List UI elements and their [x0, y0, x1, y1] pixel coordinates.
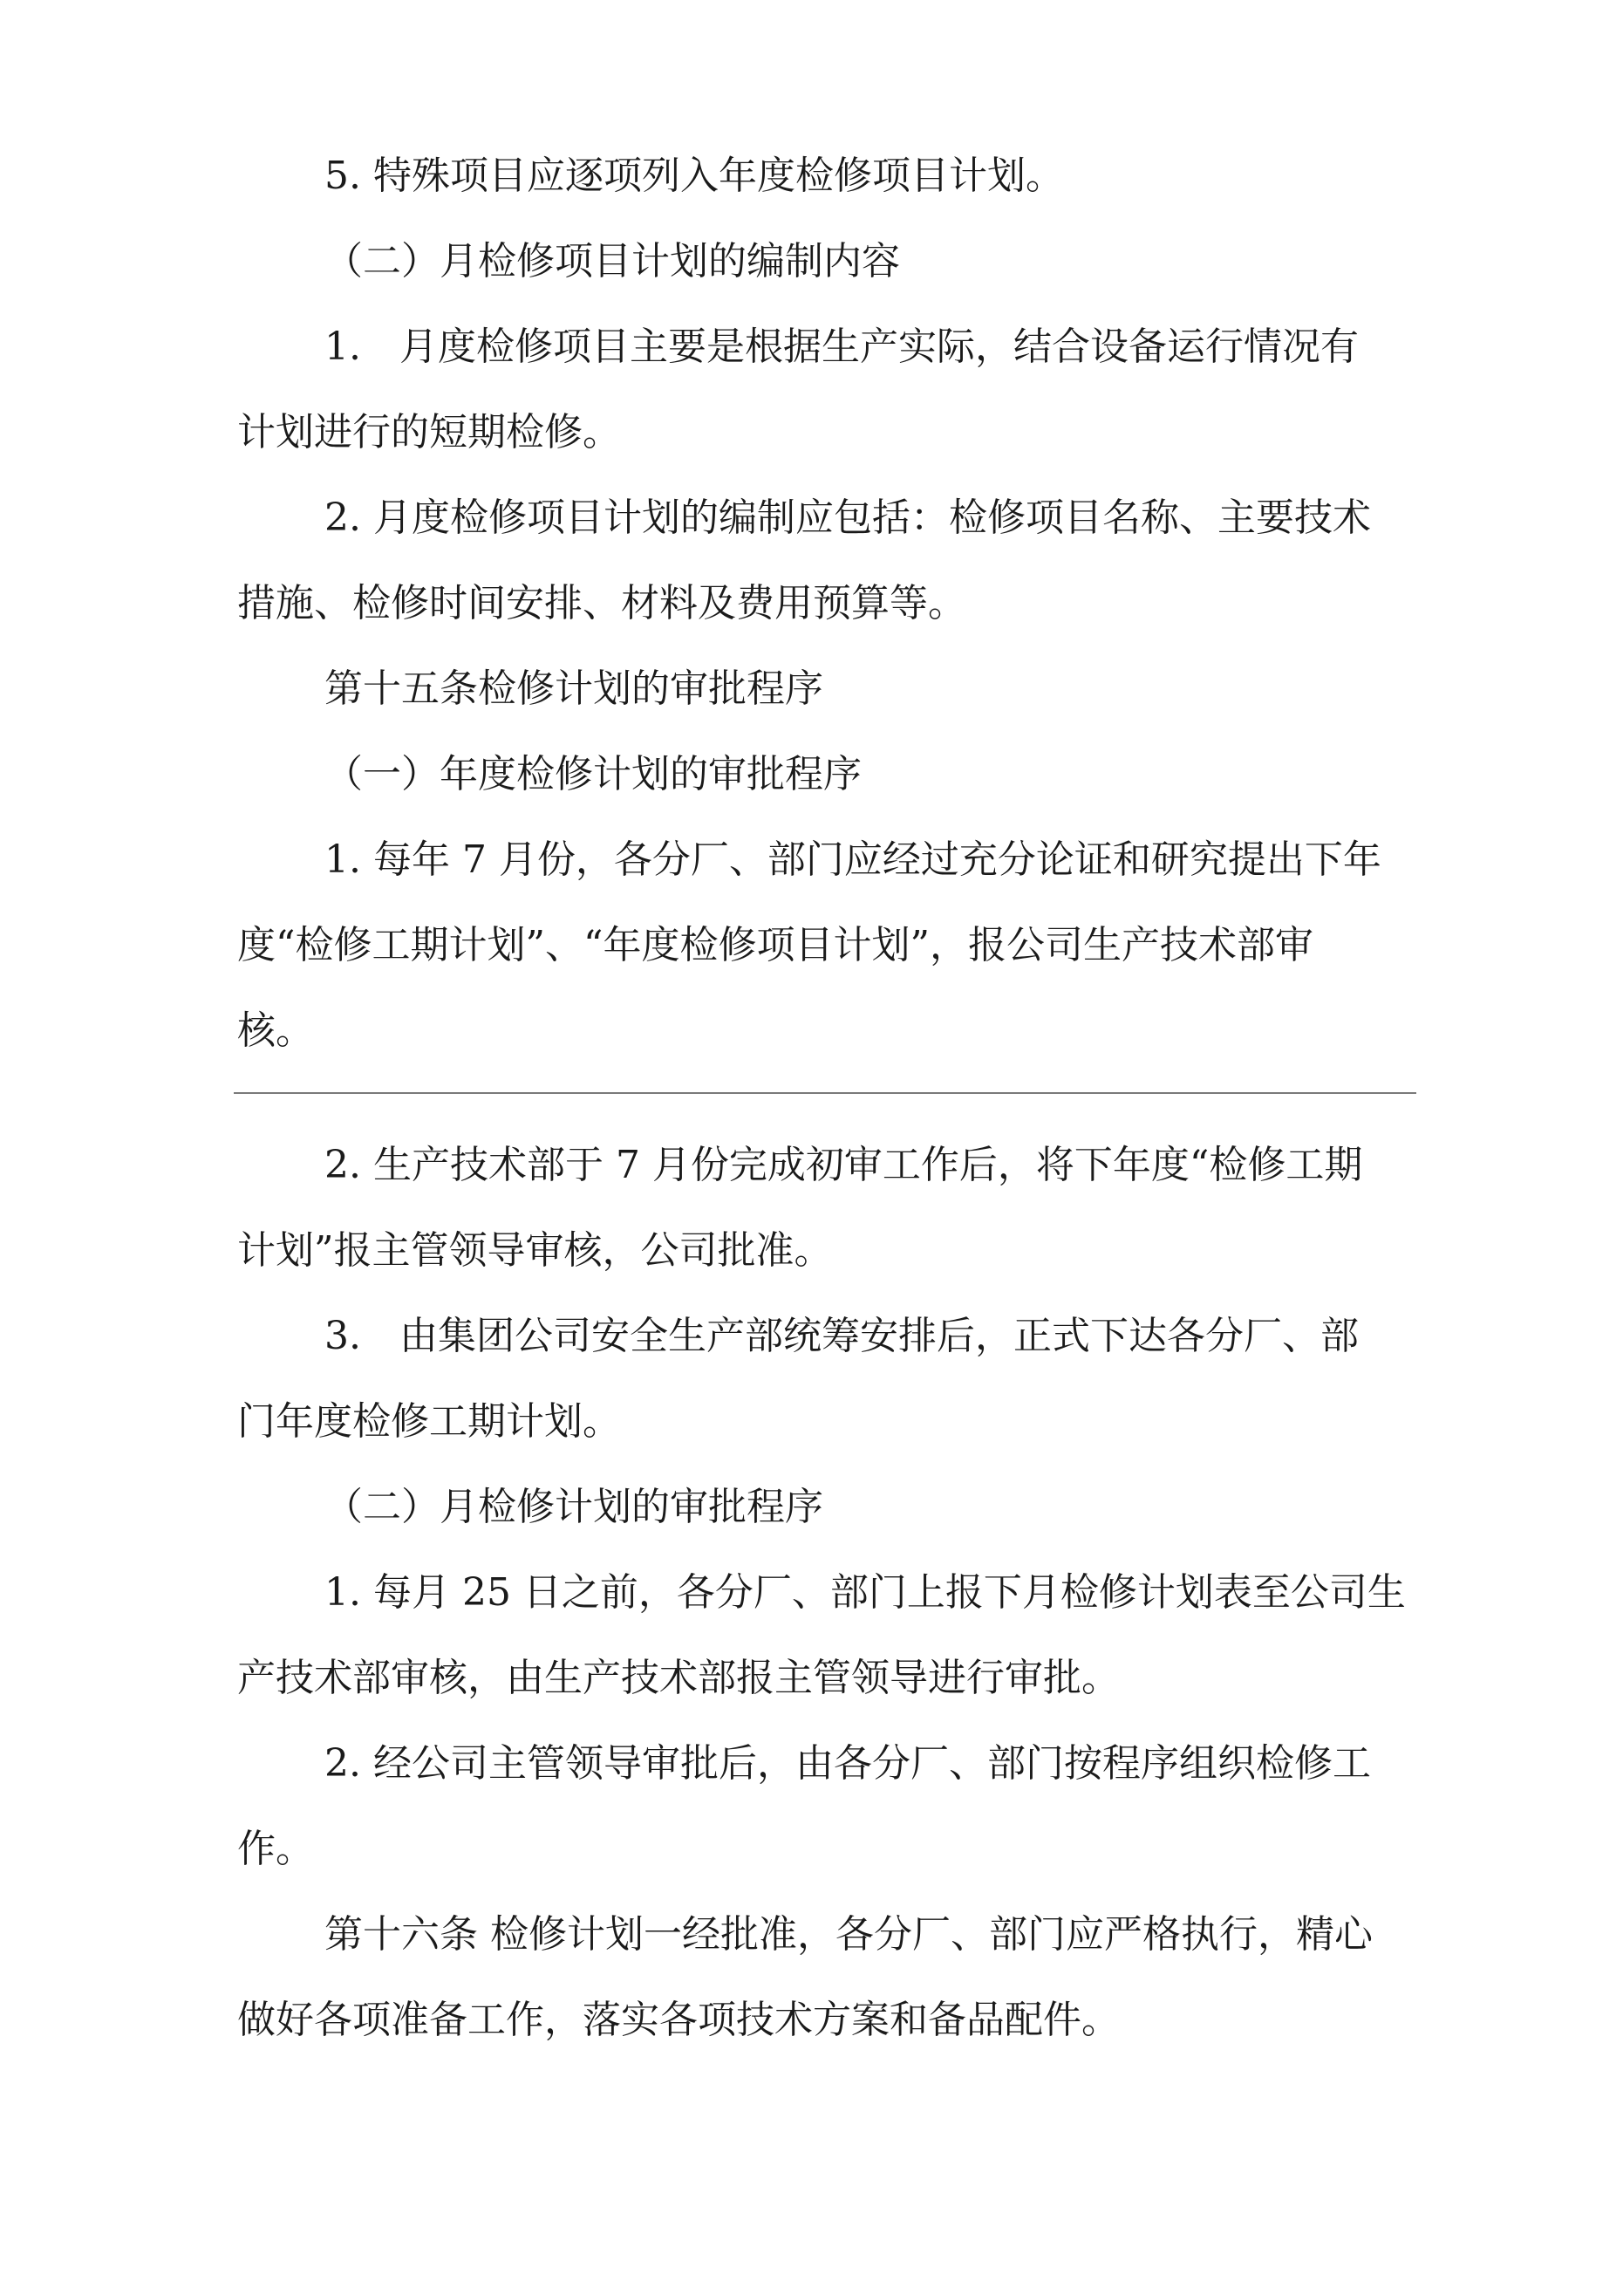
article-16-line1: 第十六条 检修计划一经批准，各分厂、部门应严格执行，精心 — [324, 1912, 1373, 1957]
subheading-monthly-plan-content: （二）月检修项目计划的编制内容 — [324, 239, 900, 284]
monthly-item-2-line1: 2. 经公司主管领导审批后，由各分厂、部门按程序组织检修工 — [324, 1741, 1371, 1786]
annual-item-3-line1: 3. 由集团公司安全生产部统筹安排后，正式下达各分厂、部 — [324, 1314, 1359, 1358]
item-2-monthly-plan-contents-line2: 措施、检修时间安排、材料及费用预算等。 — [237, 581, 966, 625]
item-1-monthly-maintenance-line1: 1. 月度检修项目主要是根据生产实际，结合设备运行情况有 — [324, 325, 1359, 369]
subheading-monthly-approval: （二）月检修计划的审批程序 — [324, 1485, 823, 1529]
annual-item-1-line1: 1. 每年 7 月份，各分厂、部门应经过充分论证和研究提出下年 — [324, 837, 1381, 882]
monthly-item-2-line2: 作。 — [237, 1827, 314, 1871]
article-16-line2: 做好各项准备工作，落实各项技术方案和备品配件。 — [237, 1998, 1120, 2042]
monthly-item-1-line2: 产技术部审核，由生产技术部报主管领导进行审批。 — [237, 1656, 1120, 1700]
annual-item-1-line2: 度“检修工期计划”、“年度检修项目计划”，报公司生产技术部审 — [237, 923, 1313, 967]
monthly-item-1-line1: 1. 每月 25 日之前，各分厂、部门上报下月检修计划表至公司生 — [324, 1570, 1406, 1615]
annual-item-2-line1: 2. 生产技术部于 7 月份完成初审工作后，将下年度“检修工期 — [324, 1143, 1363, 1187]
annual-item-1-line3: 核。 — [237, 1008, 314, 1053]
annual-item-3-line2: 门年度检修工期计划。 — [237, 1399, 621, 1444]
page-break-divider — [234, 1092, 1416, 1094]
article-15-heading: 第十五条检修计划的审批程序 — [324, 666, 823, 711]
subheading-annual-approval: （一）年度检修计划的审批程序 — [324, 752, 862, 796]
item-1-monthly-maintenance-line2: 计划进行的短期检修。 — [237, 410, 621, 454]
annual-item-2-line2: 计划”报主管领导审核，公司批准。 — [237, 1228, 833, 1273]
item-2-monthly-plan-contents-line1: 2. 月度检修项目计划的编制应包括：检修项目名称、主要技术 — [324, 495, 1371, 540]
item-5-special-projects: 5. 特殊项目应逐项列入年度检修项目计划。 — [324, 154, 1064, 198]
